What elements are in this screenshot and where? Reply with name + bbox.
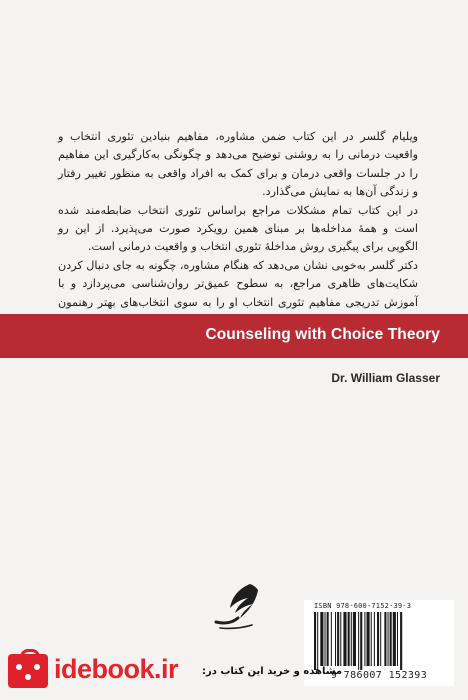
barcode-bar bbox=[335, 612, 336, 666]
quill-feather-logo bbox=[210, 582, 266, 630]
barcode-digits: 9 786007 152393 bbox=[330, 670, 428, 681]
isbn-label: ISBN 978-600-7152-39-3 bbox=[314, 602, 412, 610]
barcode-bars bbox=[312, 612, 446, 670]
barcode-bar bbox=[327, 612, 329, 666]
barcode-bar bbox=[393, 612, 396, 666]
barcode-bar bbox=[317, 612, 318, 670]
barcode-bar bbox=[364, 612, 365, 666]
description-paragraph-3: دکتر گلسر به‌خوبی نشان می‌دهد که هنگام مشاوره، چگونه به جای دنبال کردن شکایت‌های ظاهری مراجع، به سطوح عمیق‌تر روان‌شناسی می‌پردازد و با آموزش تدریجی مفاهیم تئوری انتخاب او را به سوی انتخاب‌های بهتر رهنمون bbox=[58, 258, 418, 309]
barcode-bar bbox=[388, 612, 389, 666]
watermark-brand: idebook.ir bbox=[54, 654, 179, 684]
barcode-bar bbox=[374, 612, 375, 666]
barcode-bar bbox=[320, 612, 323, 666]
back-cover-description bbox=[58, 128, 418, 330]
description-paragraph-2: در این کتاب تمام مشکلات مراجع براساس تئوری انتخاب ضابطه‌مند شده است و همهٔ مداخله‌ها بر مبنای همین رویکرد صورت می‌پذیرد. از این رو الگویی برای پیگیری روش مداخلهٔ تئوری انتخاب و واقعیت درمانی است. bbox=[58, 203, 418, 254]
watermark-tagline: مشاهده و خرید این کتاب در: bbox=[202, 666, 343, 677]
title-band bbox=[0, 314, 468, 358]
barcode-bar bbox=[337, 612, 339, 666]
barcode-bar bbox=[353, 612, 356, 666]
barcode-bar bbox=[380, 612, 381, 666]
quill-underline bbox=[220, 625, 252, 628]
watermark bbox=[6, 652, 343, 692]
barcode-bar bbox=[397, 612, 398, 666]
barcode-bar bbox=[367, 612, 370, 666]
author-name: Dr. William Glasser bbox=[331, 371, 440, 385]
barcode-bar bbox=[360, 612, 362, 670]
description-paragraph-1: ویلیام گلسر در این کتاب ضمن مشاوره، مفاهیم بنیادین تئوری انتخاب و واقعیت درمانی را به روشنی توضیح می‌دهد و چگونگی به‌کارگیری این مفاهیم را در جلسات واقعی درمان و برای کمک به افراد واقعی به منظور تغییر رفتار و زندگی آن‌ها به نمایش می‌گذارد. bbox=[58, 130, 418, 199]
barcode-bar bbox=[371, 612, 372, 666]
feather-shape bbox=[230, 584, 258, 618]
barcode-bar bbox=[351, 612, 352, 666]
quill-stroke bbox=[216, 618, 238, 623]
barcode-bar bbox=[400, 612, 402, 670]
english-title: Counseling with Choice Theory bbox=[205, 326, 440, 343]
barcode-bar bbox=[390, 612, 392, 666]
barcode-bar bbox=[325, 612, 326, 666]
barcode-bar bbox=[377, 612, 379, 666]
barcode-bar bbox=[384, 612, 386, 666]
barcode-bar bbox=[343, 612, 346, 666]
barcode-bar bbox=[358, 612, 359, 670]
barcode-bar bbox=[340, 612, 341, 666]
barcode-bar bbox=[348, 612, 350, 666]
barcode-bar bbox=[331, 612, 332, 666]
barcode-bar bbox=[314, 612, 316, 670]
shopping-bag-icon bbox=[8, 654, 48, 688]
